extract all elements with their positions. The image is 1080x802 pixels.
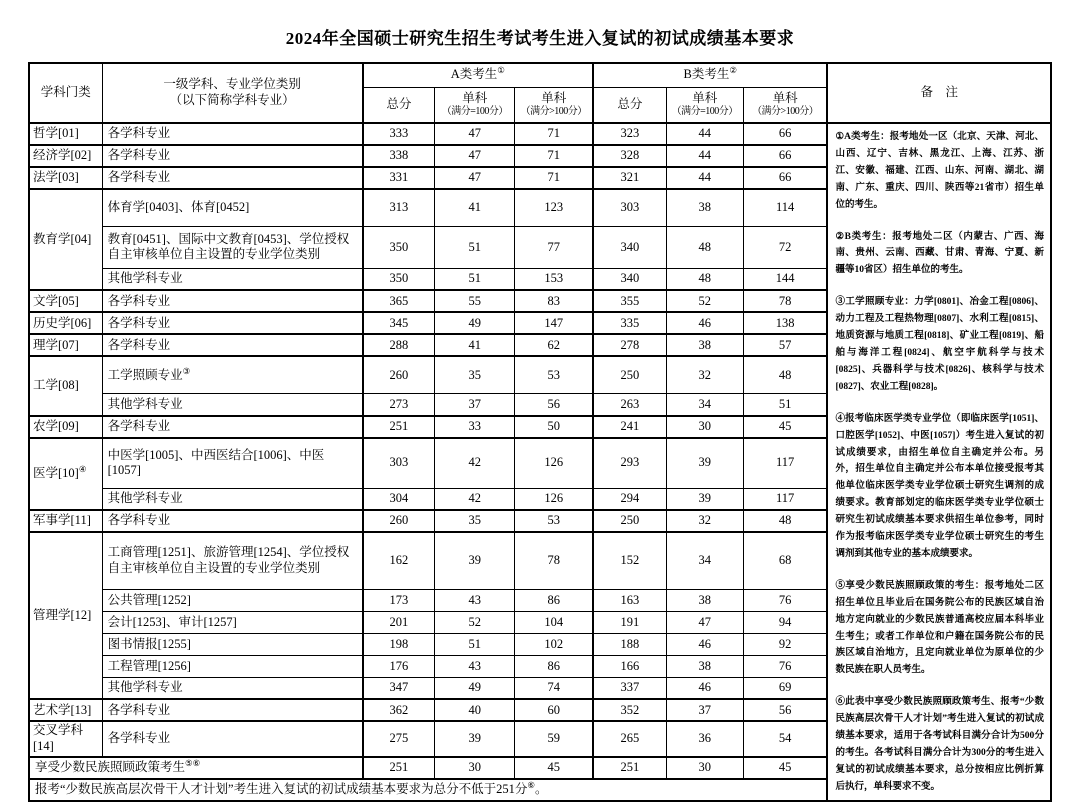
notes-cell [827, 123, 1051, 801]
score-cell: 47 [435, 167, 515, 189]
footnote-marker: ③ [182, 365, 191, 376]
score-cell: 163 [593, 589, 666, 611]
major-cell [102, 290, 362, 312]
score-cell: 350 [363, 226, 435, 268]
score-cell: 347 [363, 677, 435, 699]
category-label: 工学[08] [33, 378, 79, 393]
score-cell: 55 [435, 290, 515, 312]
score-cell: 104 [515, 611, 593, 633]
score-cell: 48 [666, 226, 743, 268]
major-label: 其他学科专业 [107, 271, 183, 286]
score-cell: 273 [363, 394, 435, 416]
category-label: 经济学[02] [33, 148, 92, 163]
score-cell: 56 [515, 394, 593, 416]
score-cell: 46 [666, 312, 743, 334]
score-cell: 38 [666, 589, 743, 611]
score-cell: 77 [515, 226, 593, 268]
score-cell: 102 [515, 633, 593, 655]
score-cell: 51 [435, 226, 515, 268]
major-label: 会计[1253]、审计[1257] [107, 614, 237, 629]
header-a-subject-over100 [515, 87, 593, 123]
score-cell: 335 [593, 312, 666, 334]
score-cell: 50 [515, 416, 593, 438]
note-paragraph: ②B类考生：报考地处二区（内蒙古、广西、海南、贵州、云南、西藏、甘肃、青海、宁夏、新疆等10省区）招生单位的考生。 [835, 231, 1044, 276]
score-cell: 35 [435, 510, 515, 532]
score-cell: 53 [515, 356, 593, 393]
score-cell: 71 [515, 167, 593, 189]
score-cell: 340 [593, 268, 666, 290]
score-cell: 126 [515, 488, 593, 510]
score-cell: 45 [743, 416, 827, 438]
category-label: 医学[10] [33, 466, 79, 481]
category-cell [29, 334, 102, 356]
score-cell: 36 [666, 721, 743, 756]
score-cell: 173 [363, 589, 435, 611]
major-cell [102, 123, 362, 145]
score-cell: 331 [363, 167, 435, 189]
header-group-a-label: A类考生 [450, 67, 498, 82]
score-cell: 94 [743, 611, 827, 633]
header-b-subject-over100 [743, 87, 827, 123]
score-cell: 166 [593, 655, 666, 677]
category-label: 文学[05] [33, 293, 79, 308]
score-cell: 352 [593, 699, 666, 721]
score-cell: 49 [435, 677, 515, 699]
score-cell: 42 [435, 438, 515, 488]
major-label: 图书情报[1255] [107, 636, 191, 651]
score-cell: 76 [743, 655, 827, 677]
major-label: 工学照顾专业 [107, 367, 183, 382]
category-cell [29, 167, 102, 189]
score-cell: 52 [435, 611, 515, 633]
major-label: 工商管理[1251]、旅游管理[1254]、学位授权自主审核单位自主设置的专业学位类别 [107, 545, 350, 575]
score-cell: 45 [515, 757, 593, 779]
major-cell [102, 438, 362, 488]
major-cell [102, 699, 362, 721]
score-cell: 333 [363, 123, 435, 145]
header-group-a [363, 63, 593, 87]
header-discipline-line2: （以下简称学科专业） [169, 93, 295, 107]
major-cell [102, 488, 362, 510]
major-label: 其他学科专业 [107, 490, 183, 505]
major-label: 各学科专业 [107, 419, 171, 434]
score-cell: 57 [743, 334, 827, 356]
header-notes-label: 备 注 [920, 85, 958, 100]
major-cell [102, 416, 362, 438]
category-cell [29, 123, 102, 145]
category-label: 管理学[12] [33, 607, 92, 622]
score-cell: 78 [515, 532, 593, 589]
major-cell [102, 145, 362, 167]
score-cell: 51 [743, 394, 827, 416]
header-group-b-label: B类考生 [683, 67, 730, 82]
major-label: 各学科专业 [107, 293, 171, 308]
major-label: 各学科专业 [107, 170, 171, 185]
category-cell [29, 532, 102, 699]
major-label: 公共管理[1252] [107, 592, 191, 607]
score-cell: 241 [593, 416, 666, 438]
score-cell: 313 [363, 189, 435, 226]
score-cell: 47 [435, 145, 515, 167]
score-cell: 188 [593, 633, 666, 655]
special-category-cell [29, 757, 363, 779]
score-cell: 78 [743, 290, 827, 312]
major-label: 中医学[1005]、中西医结合[1006]、中医[1057] [107, 447, 325, 478]
header-a-total-label: 总分 [386, 96, 412, 111]
page-title: 2024年全国硕士研究生招生考试考生进入复试的初试成绩基本要求 [285, 29, 795, 48]
score-cell: 42 [435, 488, 515, 510]
score-cell: 52 [666, 290, 743, 312]
score-cell: 304 [363, 488, 435, 510]
header-row-groups [29, 63, 1051, 87]
major-label: 体育学[0403]、体育[0452] [107, 200, 250, 215]
score-cell: 47 [666, 611, 743, 633]
score-cell: 147 [515, 312, 593, 334]
score-cell: 303 [593, 189, 666, 226]
note-paragraph: ⑥此表中享受少数民族照顾政策考生、报考“少数民族高层次骨干人才计划”考生进入复试的初试成绩基本要求，适用于各考试科目满分合计为500分的考生。各考试科目满分合计为300分的考生进入复试的初试成绩基本要求，总分按相应比例折算后执行，单科要求不变。 [835, 697, 1044, 792]
score-cell: 39 [435, 532, 515, 589]
score-cell: 59 [515, 721, 593, 756]
header-subject-category [29, 63, 102, 123]
header-a-total [363, 87, 435, 123]
footer-text: 报考“少数民族高层次骨干人才计划”考生进入复试的初试成绩基本要求为总分不低于251分 [35, 781, 528, 796]
header-a-subject-over100-line1: 单科 [541, 90, 567, 105]
score-cell: 48 [743, 510, 827, 532]
major-label: 各学科专业 [107, 126, 171, 141]
major-label: 各学科专业 [107, 148, 171, 163]
category-label: 理学[07] [33, 337, 79, 352]
score-cell: 337 [593, 677, 666, 699]
score-cell: 68 [743, 532, 827, 589]
score-cell: 83 [515, 290, 593, 312]
major-cell [102, 611, 362, 633]
score-cell: 198 [363, 633, 435, 655]
category-cell [29, 312, 102, 334]
category-label: 教育学[04] [33, 231, 92, 246]
score-cell: 138 [743, 312, 827, 334]
score-cell: 44 [666, 123, 743, 145]
score-cell: 328 [593, 145, 666, 167]
category-label: 法学[03] [33, 170, 79, 185]
score-cell: 47 [435, 123, 515, 145]
score-cell: 251 [593, 757, 666, 779]
score-cell: 66 [743, 123, 827, 145]
category-cell [29, 145, 102, 167]
category-cell [29, 189, 102, 290]
score-cell: 71 [515, 145, 593, 167]
major-label: 各学科专业 [107, 315, 171, 330]
major-cell [102, 356, 362, 393]
category-cell [29, 290, 102, 312]
major-cell [102, 721, 362, 756]
score-cell: 34 [666, 532, 743, 589]
score-cell: 33 [435, 416, 515, 438]
note-paragraph: ③工学照顾专业：力学[0801]、冶金工程[0806]、动力工程及工程热物理[0807]、水利工程[0815]、地质资源与地质工程[0818]、矿业工程[0819]、船舶与海洋工程[0824]、航空宇航科学与技术[0825]、兵器科学与技术[0826]、核科学与技术[0827]、农业工程[0828]。 [835, 297, 1044, 392]
score-cell: 49 [435, 312, 515, 334]
major-cell [102, 589, 362, 611]
score-cell: 275 [363, 721, 435, 756]
major-label: 教育[0451]、国际中文教育[0453]、学位授权自主审核单位自主设置的专业学位类别 [107, 231, 350, 262]
score-cell: 250 [593, 510, 666, 532]
category-label: 交叉学科[14] [33, 723, 84, 754]
score-cell: 303 [363, 438, 435, 488]
score-cell: 46 [666, 633, 743, 655]
major-cell [102, 226, 362, 268]
score-cell: 72 [743, 226, 827, 268]
category-label: 农学[09] [33, 419, 79, 434]
table-row [29, 123, 1051, 145]
header-a-subject-100 [435, 87, 515, 123]
score-cell: 38 [666, 189, 743, 226]
category-cell [29, 510, 102, 532]
header-b-total-label: 总分 [617, 96, 643, 111]
score-cell: 123 [515, 189, 593, 226]
score-cell: 162 [363, 532, 435, 589]
major-cell [102, 655, 362, 677]
score-cell: 43 [435, 589, 515, 611]
score-cell: 153 [515, 268, 593, 290]
score-cell: 51 [435, 268, 515, 290]
note-paragraph: ④报考临床医学类专业学位（即临床医学[1051]、口腔医学[1052]、中医[1057]）考生进入复试的初试成绩要求，由招生单位自主确定并公布。另外，招生单位自主确定并公布本单位接受报考其他单位临床医学类专业学位硕士研究生调剂的成绩要求。教育部划定的临床医学类专业学位硕士研究生初试成绩基本要求供招生单位参考，同时作为报考临床医学类专业学位硕士研究生的考生调剂到其他专业的基本成绩要求。 [835, 413, 1044, 559]
score-cell: 74 [515, 677, 593, 699]
score-cell: 260 [363, 510, 435, 532]
score-cell: 251 [363, 757, 435, 779]
score-cell: 176 [363, 655, 435, 677]
category-cell [29, 416, 102, 438]
score-cell: 294 [593, 488, 666, 510]
score-cell: 355 [593, 290, 666, 312]
score-cell: 288 [363, 334, 435, 356]
category-cell [29, 438, 102, 510]
header-group-b [593, 63, 827, 87]
header-b-subject-100-line2: （满分=100分） [671, 106, 738, 118]
header-subject-category-label: 学科门类 [40, 85, 91, 100]
major-cell [102, 394, 362, 416]
category-cell [29, 699, 102, 721]
score-cell: 40 [435, 699, 515, 721]
score-cell: 37 [435, 394, 515, 416]
score-cell: 43 [435, 655, 515, 677]
footnote-marker: ② [729, 65, 737, 76]
score-cell: 54 [743, 721, 827, 756]
score-cell: 323 [593, 123, 666, 145]
score-cell: 66 [743, 145, 827, 167]
special-category-label: 享受少数民族照顾政策考生 [35, 759, 186, 774]
major-label: 其他学科专业 [107, 680, 183, 695]
header-a-subject-over100-line2: （满分>100分） [520, 106, 587, 118]
score-cell: 321 [593, 167, 666, 189]
major-cell [102, 312, 362, 334]
score-cell: 39 [435, 721, 515, 756]
score-cell: 69 [743, 677, 827, 699]
major-cell [102, 334, 362, 356]
score-cell: 41 [435, 334, 515, 356]
header-a-subject-100-line2: （满分=100分） [441, 106, 508, 118]
score-cell: 30 [435, 757, 515, 779]
score-cell: 92 [743, 633, 827, 655]
footer-cell [29, 779, 827, 801]
score-cell: 66 [743, 167, 827, 189]
score-cell: 263 [593, 394, 666, 416]
score-cell: 250 [593, 356, 666, 393]
score-cell: 71 [515, 123, 593, 145]
score-cell: 152 [593, 532, 666, 589]
footnote-marker: ④ [78, 463, 87, 474]
score-cell: 30 [666, 757, 743, 779]
category-label: 军事学[11] [33, 513, 91, 528]
major-cell [102, 268, 362, 290]
major-cell [102, 510, 362, 532]
footnote-marker: ⑤⑥ [185, 757, 201, 768]
score-cell: 38 [666, 655, 743, 677]
major-label: 各学科专业 [107, 337, 171, 352]
score-cell: 39 [666, 488, 743, 510]
footer-text-end: 。 [534, 781, 548, 796]
header-discipline [102, 63, 362, 123]
score-cell: 345 [363, 312, 435, 334]
score-cell: 265 [593, 721, 666, 756]
major-label: 工程管理[1256] [107, 658, 191, 673]
category-label: 哲学[01] [33, 126, 79, 141]
score-cell: 51 [435, 633, 515, 655]
header-a-subject-100-line1: 单科 [462, 90, 488, 105]
score-cell: 37 [666, 699, 743, 721]
header-b-subject-100 [666, 87, 743, 123]
header-notes [827, 63, 1051, 123]
score-cell: 251 [363, 416, 435, 438]
major-label: 其他学科专业 [107, 396, 183, 411]
category-label: 艺术学[13] [33, 702, 92, 717]
score-cell: 76 [743, 589, 827, 611]
score-cell: 53 [515, 510, 593, 532]
score-cell: 62 [515, 334, 593, 356]
score-cell: 32 [666, 510, 743, 532]
score-cell: 117 [743, 438, 827, 488]
score-cell: 32 [666, 356, 743, 393]
score-cell: 293 [593, 438, 666, 488]
score-cell: 38 [666, 334, 743, 356]
score-cell: 48 [666, 268, 743, 290]
score-cell: 44 [666, 167, 743, 189]
score-cell: 86 [515, 655, 593, 677]
major-label: 各学科专业 [107, 702, 171, 717]
score-cell: 117 [743, 488, 827, 510]
score-cell: 30 [666, 416, 743, 438]
score-cell: 86 [515, 589, 593, 611]
score-cell: 362 [363, 699, 435, 721]
category-cell [29, 356, 102, 415]
score-cell: 278 [593, 334, 666, 356]
score-cell: 45 [743, 757, 827, 779]
footnote-marker: ⑥ [527, 779, 535, 790]
score-cell: 144 [743, 268, 827, 290]
major-cell [102, 677, 362, 699]
major-cell [102, 167, 362, 189]
header-b-subject-100-line1: 单科 [692, 90, 718, 105]
score-cell: 44 [666, 145, 743, 167]
category-cell [29, 721, 102, 756]
score-cell: 340 [593, 226, 666, 268]
header-b-total [593, 87, 666, 123]
score-cell: 365 [363, 290, 435, 312]
major-label: 各学科专业 [107, 513, 171, 528]
score-cell: 338 [363, 145, 435, 167]
score-table-body [29, 123, 1051, 801]
score-cell: 46 [666, 677, 743, 699]
header-b-subject-over100-line1: 单科 [772, 90, 798, 105]
major-cell [102, 633, 362, 655]
score-cell: 60 [515, 699, 593, 721]
score-cell: 35 [435, 356, 515, 393]
score-cell: 56 [743, 699, 827, 721]
score-cell: 260 [363, 356, 435, 393]
major-label: 各学科专业 [107, 731, 171, 746]
score-cell: 114 [743, 189, 827, 226]
header-b-subject-over100-line2: （满分>100分） [752, 106, 819, 118]
score-cell: 350 [363, 268, 435, 290]
footnote-marker: ① [497, 65, 505, 76]
score-cell: 201 [363, 611, 435, 633]
major-cell [102, 532, 362, 589]
score-cell: 191 [593, 611, 666, 633]
category-label: 历史学[06] [33, 315, 92, 330]
note-paragraph: ①A类考生：报考地处一区（北京、天津、河北、山西、辽宁、吉林、黑龙江、上海、江苏、浙江、安徽、福建、江西、山东、河南、湖北、湖南、广东、重庆、四川、陕西等21省市）招生单位的考生。 [835, 132, 1044, 210]
major-cell [102, 189, 362, 226]
score-table [28, 62, 1052, 802]
note-paragraph: ⑤享受少数民族照顾政策的考生：报考地处二区招生单位且毕业后在国务院公布的民族区域自治地方定向就业的少数民族普通高校应届本科毕业生考生；或者工作单位和户籍在国务院公布的民族区域自治地方，且定向就业单位为原单位的少数民族在职人员考生。 [835, 580, 1044, 676]
score-cell: 39 [666, 438, 743, 488]
score-cell: 41 [435, 189, 515, 226]
score-cell: 34 [666, 394, 743, 416]
header-discipline-line1: 一级学科、专业学位类别 [163, 77, 301, 92]
score-cell: 126 [515, 438, 593, 488]
score-cell: 48 [743, 356, 827, 393]
